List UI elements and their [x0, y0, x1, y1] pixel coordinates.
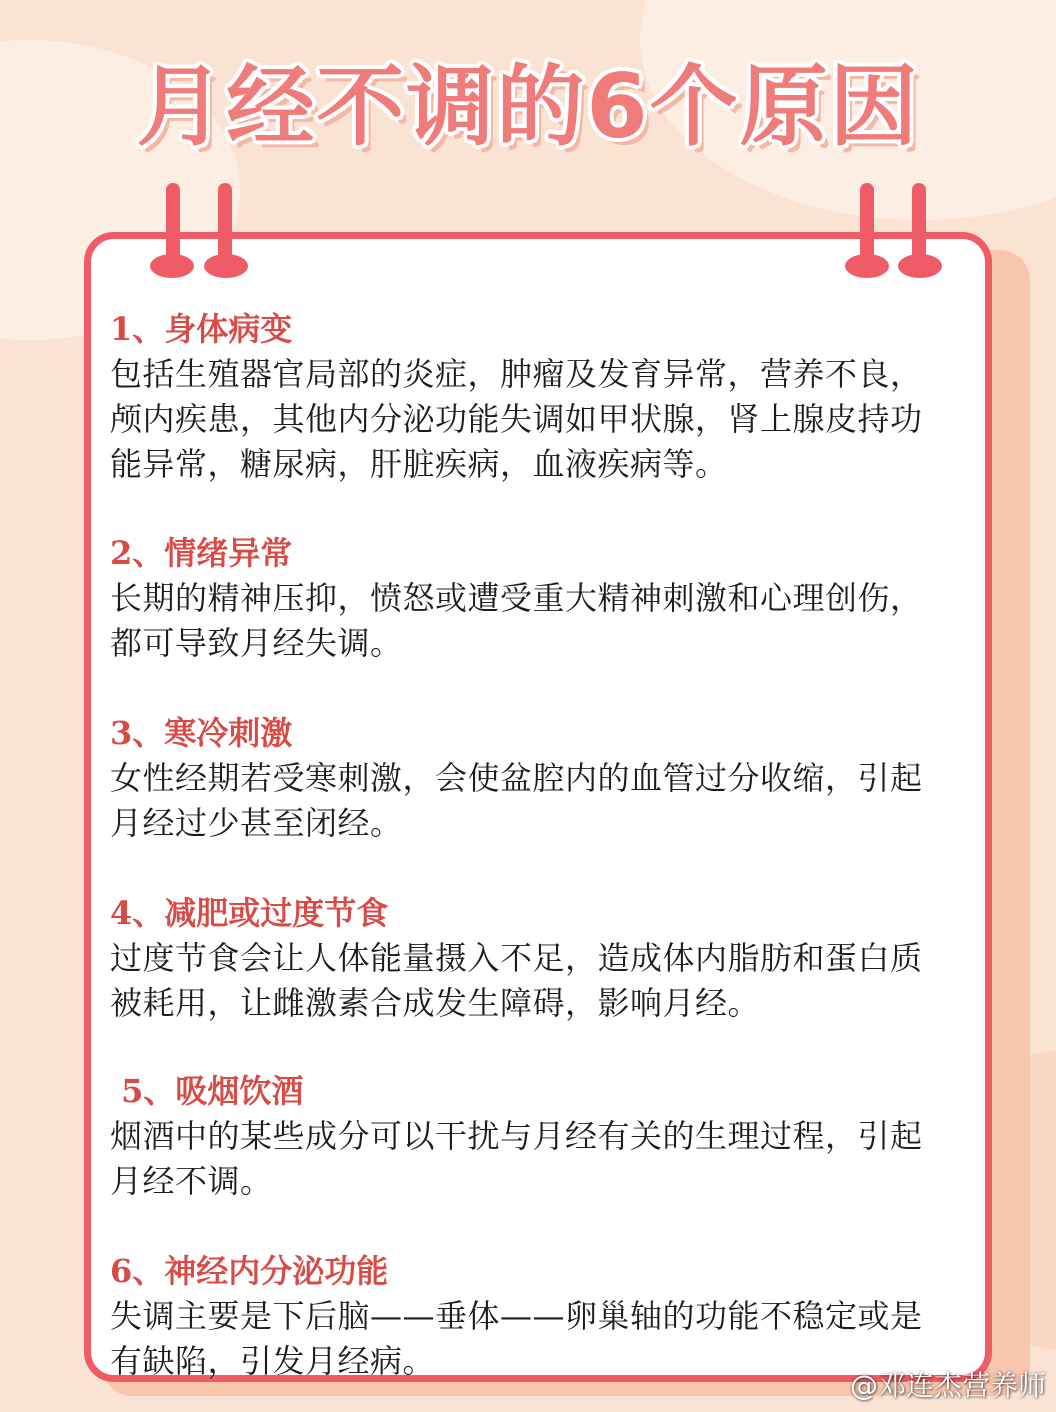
reason-item [110, 1248, 990, 1384]
reason-description [110, 352, 990, 487]
watermark: @邓连杰营养师 [849, 1369, 1046, 1402]
description-line: 都可导致月经失调。 [110, 624, 403, 662]
description-line: 长期的精神压抑，愤怒或遭受重大精神刺激和心理创伤， [110, 579, 923, 617]
binder-ring-foot [150, 254, 194, 278]
reason-heading: 4、减肥或过度节食 [110, 894, 389, 932]
binder-ring-foot [898, 254, 942, 278]
description-line: 颅内疾患，其他内分泌功能失调如甲状腺，肾上腺皮持功 [110, 400, 923, 438]
page-title: 月经不调的6个原因 [136, 55, 920, 158]
reason-item [110, 890, 990, 1026]
binder-ring-foot [204, 254, 248, 278]
binder-ring-foot [845, 254, 889, 278]
description-line: 包括生殖器官局部的炎症，肿瘤及发育异常，营养不良， [110, 355, 923, 393]
reason-description [110, 936, 990, 1026]
description-line: 女性经期若受寒刺激，会使盆腔内的血管过分收缩，引起 [110, 759, 923, 797]
reason-item [110, 1068, 990, 1204]
reason-description [110, 756, 990, 846]
reason-heading: 5、吸烟饮酒 [110, 1072, 304, 1110]
description-line: 过度节食会让人体能量摄入不足，造成体内脂肪和蛋白质 [110, 939, 923, 977]
description-line: 有缺陷，引发月经病。 [110, 1342, 436, 1380]
description-line: 被耗用，让雌激素合成发生障碍，影响月经。 [110, 984, 761, 1022]
reason-heading: 6、神经内分泌功能 [110, 1252, 389, 1290]
description-line: 能异常，糖尿病，肝脏疾病，血液疾病等。 [110, 445, 728, 483]
reason-heading: 2、情绪异常 [110, 534, 293, 572]
reason-description [110, 576, 990, 666]
description-line: 烟酒中的某些成分可以干扰与月经有关的生理过程，引起 [110, 1117, 923, 1155]
description-line: 月经过少甚至闭经。 [110, 804, 403, 842]
reason-item [110, 710, 990, 846]
description-line: 月经不调。 [110, 1162, 273, 1200]
reason-description [110, 1114, 990, 1204]
reason-heading: 3、寒冷刺激 [110, 714, 293, 752]
reason-item [110, 306, 990, 487]
reason-heading: 1、身体病变 [110, 310, 293, 348]
description-line: 失调主要是下后脑——垂体——卵巢轴的功能不稳定或是 [110, 1297, 923, 1335]
reason-item [110, 530, 990, 666]
